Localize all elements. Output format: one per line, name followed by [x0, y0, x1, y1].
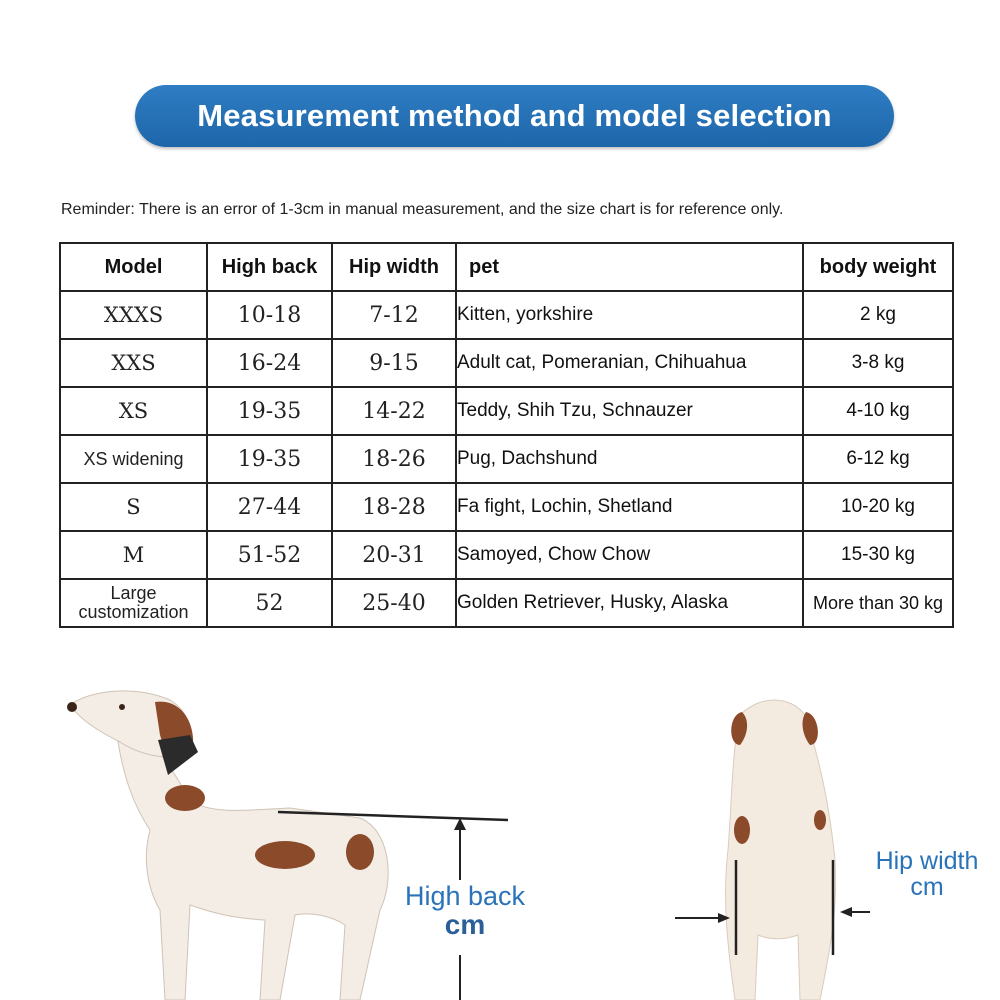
table-row: [60, 483, 953, 531]
cell-pet: Pug, Dachshund: [456, 435, 803, 483]
cell-hip-width: 14-22: [332, 387, 456, 435]
cell-model: XS widening: [60, 435, 207, 483]
high-back-label-text: High back: [404, 881, 526, 911]
cell-hip-width: 25-40: [332, 579, 456, 627]
high-back-label: [395, 882, 535, 940]
cell-high-back: 10-18: [207, 291, 332, 339]
nose: [67, 702, 77, 712]
dog-side-view-illustration: [60, 680, 540, 1000]
banner-title: Measurement method and model selection: [197, 98, 832, 133]
cell-model: S: [60, 483, 207, 531]
cell-hip-width: 7-12: [332, 291, 456, 339]
body-spot: [255, 841, 315, 869]
cell-high-back: 52: [207, 579, 332, 627]
dog-rear-view-illustration: [670, 690, 870, 1000]
cell-high-back: 27-44: [207, 483, 332, 531]
cell-weight: 6-12 kg: [803, 435, 953, 483]
body-spot: [814, 810, 826, 830]
header-model: Model: [60, 243, 207, 291]
title-banner: [135, 85, 894, 147]
cell-model: M: [60, 531, 207, 579]
cell-pet: Fa fight, Lochin, Shetland: [456, 483, 803, 531]
cell-high-back: 19-35: [207, 435, 332, 483]
cell-pet: Kitten, yorkshire: [456, 291, 803, 339]
cell-weight: 3-8 kg: [803, 339, 953, 387]
arrow-head-left: [840, 907, 852, 917]
cell-pet: Teddy, Shih Tzu, Schnauzer: [456, 387, 803, 435]
table-row: [60, 531, 953, 579]
hip-width-label: [862, 848, 992, 901]
cell-weight: 10-20 kg: [803, 483, 953, 531]
table-header-row: [60, 243, 953, 291]
arrow-head-up: [454, 818, 466, 830]
cell-high-back: 16-24: [207, 339, 332, 387]
cell-hip-width: 9-15: [332, 339, 456, 387]
table-row: [60, 435, 953, 483]
cell-model: XXS: [60, 339, 207, 387]
cell-hip-width: 20-31: [332, 531, 456, 579]
header-pet: pet: [456, 243, 803, 291]
table-row: [60, 339, 953, 387]
cell-weight: More than 30 kg: [803, 579, 953, 627]
hip-width-unit: cm: [910, 873, 944, 902]
high-back-unit: cm: [444, 909, 486, 941]
reminder-note: Reminder: There is an error of 1-3cm in manual measurement, and the size chart is for reference only.: [61, 201, 784, 218]
size-chart-table: [59, 242, 954, 628]
body-spot: [165, 785, 205, 811]
cell-pet: Golden Retriever, Husky, Alaska: [456, 579, 803, 627]
cell-high-back: 19-35: [207, 387, 332, 435]
cell-model: XS: [60, 387, 207, 435]
table-row: [60, 579, 953, 627]
eye: [119, 704, 125, 710]
body-spot: [734, 816, 750, 844]
body-spot: [346, 834, 374, 870]
hip-width-label-text: Hip width: [875, 847, 979, 875]
header-high-back: High back: [207, 243, 332, 291]
cell-weight: 4-10 kg: [803, 387, 953, 435]
header-body-weight: body weight: [803, 243, 953, 291]
cell-model: XXXS: [60, 291, 207, 339]
cell-high-back: 51-52: [207, 531, 332, 579]
cell-hip-width: 18-26: [332, 435, 456, 483]
cell-weight: 2 kg: [803, 291, 953, 339]
cell-pet: Samoyed, Chow Chow: [456, 531, 803, 579]
table-row: [60, 387, 953, 435]
cell-weight: 15-30 kg: [803, 531, 953, 579]
cell-model: Large customization: [60, 579, 207, 627]
header-hip-width: Hip width: [332, 243, 456, 291]
cell-hip-width: 18-28: [332, 483, 456, 531]
table-row: [60, 291, 953, 339]
cell-pet: Adult cat, Pomeranian, Chihuahua: [456, 339, 803, 387]
